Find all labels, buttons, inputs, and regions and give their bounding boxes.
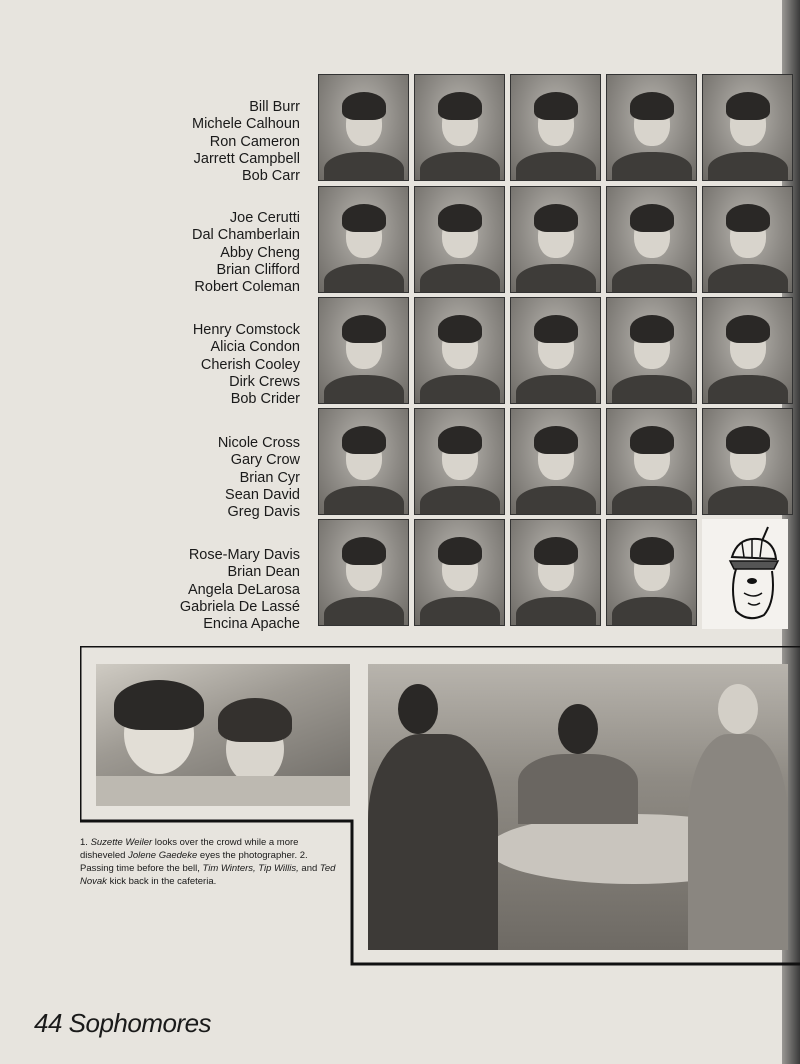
- names-group-4: [218, 435, 300, 521]
- student-name: Cherish Cooley: [200, 356, 300, 373]
- student-name: Michele Calhoun: [191, 116, 300, 133]
- student-name: Joe Cerutti: [229, 210, 300, 226]
- student-portrait: [318, 186, 409, 293]
- student-portrait: [606, 74, 697, 181]
- student-portrait: [702, 186, 793, 293]
- student-portrait: [318, 74, 409, 181]
- student-portrait: [510, 519, 601, 626]
- student-name: Encina Apache: [203, 616, 300, 633]
- student-portrait: [318, 297, 409, 404]
- student-portrait: [414, 408, 505, 515]
- student-portrait: [606, 186, 697, 293]
- student-portrait: [510, 186, 601, 293]
- student-name: Rose-Mary Davis: [188, 547, 300, 563]
- student-name: Sean David: [225, 486, 300, 503]
- student-name: Greg Davis: [227, 504, 300, 521]
- student-portrait: [318, 519, 409, 626]
- page-footer: 44 Sophomores: [34, 1008, 212, 1038]
- student-portrait: [318, 408, 409, 515]
- student-name: Bill Burr: [249, 99, 300, 115]
- student-name: Gabriela De Lassé: [179, 598, 300, 615]
- student-portrait: [606, 408, 697, 515]
- photo-caption: 1. Suzette Weiler looks over the crowd while a more disheveled Jolene Gaedeke eyes the photographer. 2. Passing time before the bell, Tim Winters, Tip Willis, and Ted Novak kick back in the cafeteria.: [80, 837, 336, 887]
- student-name: Brian Dean: [227, 564, 300, 581]
- candid-photo-2: [368, 664, 788, 950]
- student-portrait: [606, 297, 697, 404]
- student-name: Alicia Condon: [210, 339, 300, 356]
- student-name: Ron Cameron: [209, 133, 300, 150]
- student-portrait: [414, 297, 505, 404]
- student-name: Abby Cheng: [220, 244, 300, 261]
- student-name: Brian Clifford: [216, 261, 300, 278]
- student-portrait: [510, 74, 601, 181]
- student-name: Bob Crider: [230, 391, 300, 408]
- student-portrait: [414, 519, 505, 626]
- student-name: Dal Chamberlain: [192, 227, 300, 244]
- mascot-cartoon-icon: [702, 519, 788, 629]
- student-portrait: [606, 519, 697, 626]
- student-name: Gary Crow: [230, 452, 300, 469]
- student-name: Bob Carr: [241, 168, 300, 185]
- student-portrait: [510, 408, 601, 515]
- student-name: Dirk Crews: [229, 373, 300, 390]
- names-group-1: [192, 99, 300, 185]
- student-portrait: [414, 186, 505, 293]
- student-portrait: [702, 297, 793, 404]
- student-portrait: [702, 74, 793, 181]
- names-group-5: [180, 547, 300, 633]
- student-name: Nicole Cross: [217, 435, 300, 451]
- student-name: Robert Coleman: [194, 279, 300, 296]
- candid-photo-1: [96, 664, 350, 806]
- student-portrait: [414, 74, 505, 181]
- student-name: Henry Comstock: [192, 322, 300, 338]
- student-name: Brian Cyr: [239, 469, 300, 486]
- student-portrait: [510, 297, 601, 404]
- student-portrait: [702, 408, 793, 515]
- student-name: Angela DeLarosa: [187, 581, 300, 598]
- names-group-3: [193, 322, 300, 408]
- names-group-2: [192, 210, 300, 296]
- student-name: Jarrett Campbell: [193, 150, 300, 167]
